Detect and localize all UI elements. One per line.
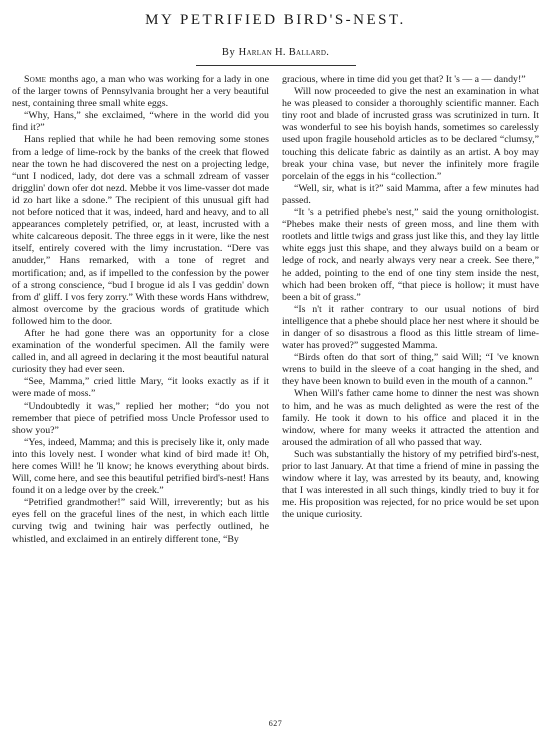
article-title: MY PETRIFIED BIRD'S-NEST. [145, 12, 406, 28]
author-name: Harlan H. Ballard. [238, 47, 330, 58]
lead-words: Some [24, 74, 47, 85]
paragraph [12, 376, 269, 400]
paragraph [282, 352, 539, 388]
paragraph-text: “Why, Hans,” she exclaimed, “where in the world did you find it?” [12, 110, 269, 134]
paragraph-text: After he had gone there was an opportunity for a close examination of the wonderful specimen. All the family were called in, and all agreed in declaring it the most beautiful natural curiosity they had ever seen. [12, 327, 269, 376]
paragraph [282, 207, 539, 304]
paragraph-text: “See, Mamma,” cried little Mary, “it looks exactly as if it were made of moss.” [12, 376, 269, 400]
right-column [282, 74, 539, 696]
byline-prefix: By [221, 47, 236, 58]
paragraph [12, 401, 269, 437]
paragraph-text: Such was substantially the history of my petrified bird's-nest, prior to last January. At that time a friend of mine in passing the window where it lay, was arrested by its beauty, and, knowing that I was interested in all such things, kindly tried to buy it for me. His proposition was rejected, for no price would be set upon the unique curiosity. [282, 448, 539, 521]
paragraph [282, 388, 539, 448]
paragraph-text: months ago, a man who was working for a lady in one of the larger towns of Pennsylvania brought her a very beautiful nest, containing three small white eggs. [12, 74, 269, 110]
paragraph [282, 74, 539, 86]
article-body [12, 74, 539, 696]
paragraph [12, 110, 269, 134]
left-column [12, 74, 269, 696]
paragraph-text: “Petrified grandmother!” said Will, irreverently; but as his eyes fell on the graceful lines of the nest, in which each little curving twig and twining hair was perfectly outlined, he whistled, and exclaimed in an entirely different tone, “By [12, 497, 269, 545]
paragraph-text: “Well, sir, what is it?” said Mamma, after a few minutes had passed. [282, 182, 539, 206]
paragraph-text: “Undoubtedly it was,” replied her mother; “do you not remember that piece of petrified moss Uncle Professor used to show you?” [12, 400, 269, 436]
paragraph [282, 304, 539, 352]
paragraph [12, 497, 269, 545]
paragraph-text: “Yes, indeed, Mamma; and this is precisely like it, only made into this lovely nest. I wonder what kind of bird made it! Oh, here comes Will! he 'll know; he knows everything about birds. Will, come here, and see this beautiful petrified bird's-nest! Hans found it on a ledge over by the creek.” [12, 436, 269, 497]
paragraph [282, 86, 539, 183]
paragraph [12, 74, 269, 110]
page-number: 627 [268, 719, 283, 728]
paragraph-text: “Is n't it rather contrary to our usual notions of bird intelligence that a phebe should place her nest where it should be in danger of so disastrous a flood as this little stream of lime-water has proved?” suggested Mamma. [282, 303, 539, 352]
paragraph-text: “It 's a petrified phebe's nest,” said the young ornithologist. “Phebes make their nests of green moss, and line them with rootlets and little twigs and grass just like this, and they lay little white eggs just this shape, and they always build on a beam or ledge of rock, and nearly always very near a creek. See there,” he added, pointing to the end of one tiny stem inside the nest, which had been broken off, “that piece is hollow; it must have been a bit of grass.” [282, 207, 539, 303]
paragraph [282, 449, 539, 522]
paragraph [12, 437, 269, 497]
paragraph-text: “Birds often do that sort of thing,” said Will; “I 've known wrens to build in the sleeve of a coat hanging in the shed, and they have been known to build even in the mouth of a cannon.” [282, 352, 539, 388]
paragraph [282, 183, 539, 207]
paragraph [12, 134, 269, 328]
paragraph-text: gracious, where in time did you get that? It 's — a — dandy!” [282, 74, 526, 85]
paragraph [12, 328, 269, 376]
article-byline [12, 46, 539, 60]
paragraph-text: Will now proceeded to give the nest an examination in what he was pleased to consider a thoroughly scientific manner. Each tiny root and blade of incrusted grass was scrutinized in turn. It was wonderful to see his boyish hands, sometimes so carelessly used upon fragile household articles as to be declared “clumsy,” touching this delicate fabric as daintily as an artist. A boy may break your china vase, but never the infinitely more fragile porcelain of the eggs in his “collection.” [282, 86, 539, 182]
paragraph-text: When Will's father came home to dinner the nest was shown to him, and he was as much delighted as were the rest of the family. He took it down to his office and placed it in the window, where for many weeks it attracted the attention and aroused the admiration of all who passed that way. [282, 388, 539, 448]
paragraph-text: Hans replied that while he had been removing some stones from a ledge of lime-rock by the banks of the creek that flowed near the town he had discovered the nest on a projecting ledge, “unt I nodiced, lady, dot dere vas a schmall zdream of vasser drigglin' down ofer dot nezd. Mebbe it vos lime-vasser dot made id zo hart like a sdone.” The recipient of this unusual gift had not before noticed that it was, indeed, hard and heavy, and to all appearances completely petrified, or, at least, incrusted with a white calcareous deposit. The three eggs in it were, like the nest itself, entirely covered with the limy incrustation. “Dere vas anudder,” Hans remarked, with a tone of regret and mortification; and, as if impelled to the confession by the power of a strong conscience, “bud I brogue id als I vas geddin' down from d' gliff. I vos fery zorry.” With these words Hans withdrew, almost overcome by the gracious words of gratitude which followed him to the door. [12, 134, 269, 327]
title-rule [196, 65, 356, 66]
